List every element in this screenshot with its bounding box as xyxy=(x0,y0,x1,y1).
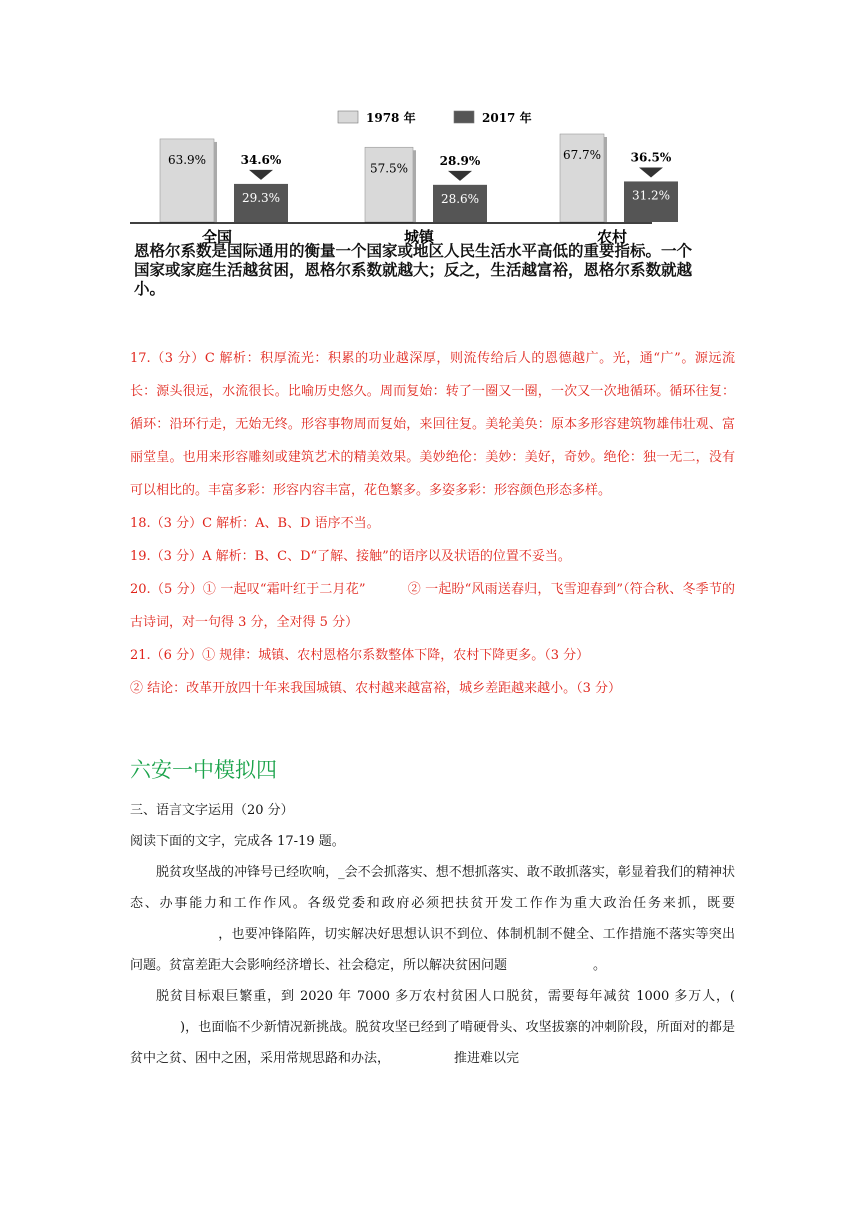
category-label-1: 城镇 xyxy=(403,228,435,246)
paragraph-1-c: 。 xyxy=(593,958,607,973)
instruction: 阅读下面的文字，完成各 17-19 题。 xyxy=(130,834,345,849)
category-label-2: 农村 xyxy=(596,228,628,246)
bar-2017-label-1: 28.6% xyxy=(440,191,480,206)
section-heading: 六安一中模拟四 xyxy=(130,758,277,782)
answer-19: 19.（3 分）A 解析：B、C、D“了解、接触”的语序以及状语的位置不妥当。 xyxy=(130,549,571,564)
answer-21-part1: 21.（6 分）① 规律：城镇、农村恩格尔系数整体下降，农村下降更多。（3 分） xyxy=(130,648,590,663)
bar-1978-shadow-1 xyxy=(413,150,416,222)
answer-20 xyxy=(130,573,735,639)
bar-1978-0 xyxy=(160,139,214,222)
paragraph-1 xyxy=(130,857,735,981)
decline-arrow-2 xyxy=(639,167,663,177)
reading-passage xyxy=(130,795,735,1074)
part-title: 三、语言文字运用（20 分） xyxy=(130,803,294,818)
bar-2017-label-0: 29.3% xyxy=(241,190,281,205)
legend-swatch-0 xyxy=(338,111,358,123)
bar-1978-label-0: 63.9% xyxy=(167,152,207,167)
chart-legend xyxy=(338,110,532,125)
bar-1978-1 xyxy=(365,147,413,222)
bar-1978-shadow-0 xyxy=(214,142,217,222)
decline-arrow-0 xyxy=(249,170,273,180)
answer-18: 18.（3 分）C 解析：A、B、D 语序不当。 xyxy=(130,516,380,531)
chart-bars xyxy=(160,134,678,222)
bar-1978-label-2: 67.7% xyxy=(562,148,602,162)
legend-label-0: 1978 年 xyxy=(366,111,416,125)
answer-20-part2: ② 一起盼“风雨送春归，飞雪迎春到”（符合秋、冬季节的古诗词，对一句得 3 分，全对得 5 分） xyxy=(130,582,735,630)
annotation-1: 28.9% xyxy=(439,153,481,168)
paragraph-2-c: 推进难以完 xyxy=(454,1051,520,1066)
answer-17: 17.（3 分）C 解析：积厚流光：积累的功业越深厚，则流传给后人的恩德越广。光，通“广”。源远流长：源头很远，水流很长。比喻历史悠久。周而复始：转了一圈又一圈，一次又一次地循环。循环往复：循环：沿环行走，无始无终。形容事物周而复始，来回往复。美轮美奂：原本多形容建筑物雄伟壮观、富丽堂皇。也用来形容雕刻或建筑艺术的精美效果。美妙绝伦：美妙：美好，奇妙。绝伦：独一无二，没有可以相比的。丰富多彩：形容内容丰富，花色繁多。多姿多彩：形容颜色形态多样。 xyxy=(130,351,735,498)
paragraph-2-b: )，也面临不少新情况新挑战。脱贫攻坚已经到了啃硬骨头、攻坚拔寨的冲刺阶段，所面对的都是贫中之贫、困中之困，采用常规思路和办法， xyxy=(130,1020,735,1066)
answer-section xyxy=(130,342,735,705)
bar-2017-label-2: 31.2% xyxy=(631,188,671,203)
answer-21-part2: ② 结论：改革开放四十年来我国城镇、农村越来越富裕，城乡差距越来越小。（3 分） xyxy=(130,681,622,696)
bar-1978-label-1: 57.5% xyxy=(369,161,409,176)
legend-label-1: 2017 年 xyxy=(482,111,532,125)
annotation-0: 34.6% xyxy=(240,152,282,167)
decline-arrow-1 xyxy=(448,171,472,181)
paragraph-1-b: ，也要冲锋陷阵，切实解决好思想认识不到位、体制机制不健全、工作措施不落实等突出问题。贫富差距大会影响经济增长、社会稳定，所以解决贫困问题 xyxy=(130,927,735,973)
annotation-2: 36.5% xyxy=(630,150,672,165)
chart-caption: 恩格尔系数是国际通用的衡量一个国家或地区人民生活水平高低的重要指标。一个国家或家庭生活越贫困，恩格尔系数就越大；反之，生活越富裕，恩格尔系数就越小。 xyxy=(134,242,693,298)
legend-swatch-1 xyxy=(454,111,474,123)
category-label-0: 全国 xyxy=(201,228,233,246)
answer-20-part1: 20.（5 分）① 一起叹“霜叶红于二月花” xyxy=(130,582,366,597)
paragraph-1-a: 脱贫攻坚战的冲锋号已经吹响，_会不会抓落实、想不想抓落实、敢不敢抓落实，彰显着我们的精神状态、办事能力和工作作风。各级党委和政府必须把扶贫开发工作作为重大政治任务来抓，既要 xyxy=(130,865,735,911)
bar-1978-shadow-2 xyxy=(604,137,607,222)
paragraph-2 xyxy=(130,981,735,1074)
paragraph-2-a: 脱贫目标艰巨繁重，到 2020 年 7000 多万农村贫困人口脱贫，需要每年减贫 1000 多万人，( xyxy=(156,989,735,1004)
